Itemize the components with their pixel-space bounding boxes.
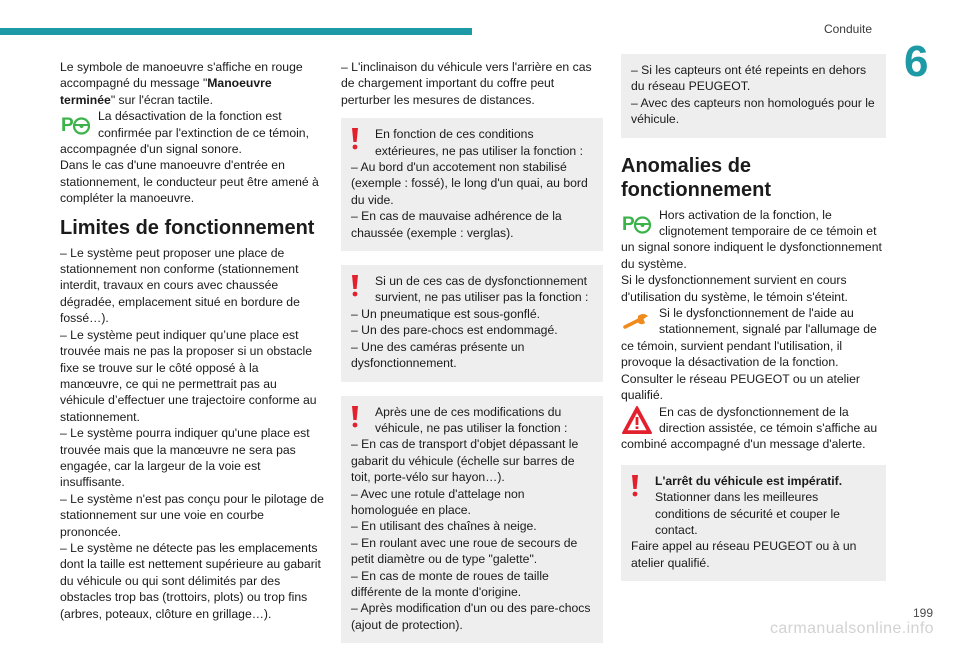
anomaly-row-1: P Hors activation de la fonction, le clignotement temporaire de ce témoin et <box>622 207 877 239</box>
warning-box-modifications: Après une de ces modifications du véhicule, ne pas utiliser la fonction : – En cas de transport d'objet dépassant le gabarit du véhicule (échelle sur barres de toit, porte-vélo sur hayon…). – Avec une rotule d'attelage non homologuée en place. – En utilisant des chaînes à neige. – En roulant avec une roue de secours de petit diamètre ou de type "galette". – En cas de monte de roues de taille différente de la monte d'origine. – Après modification d'un ou des pare-chocs (ajout de protection). <box>341 396 603 644</box>
list-item: – Le système n'est pas conçu pour le pilotage de stationnement sur une voie en courbe prononcée. <box>60 491 324 539</box>
list-item: – Après modification d'un ou des pare-chocs (ajout de protection). <box>351 601 591 632</box>
anomaly-row-2: Si le dysfonctionnement de l'aide au stationnement, signalé par l'allumage de <box>621 305 886 338</box>
deactivation-text: La désactivation de la fonction est confirmée par l'extinction de ce témoin, <box>98 109 309 140</box>
list-item: – Le système ne détecte pas les emplacements dont la taille est nettement supérieure au gabarit du véhicule ou qui sont délimités par des obstacles trop bas (trottoirs, plots) ou trop fins (arbres, poteaux, clôture en grillage…). <box>60 540 321 621</box>
column-1 <box>60 59 324 622</box>
warning-box-stop: L'arrêt du véhicule est impératif. Stationner dans les meilleures conditions de sécurité et couper le contact. Faire appel au réseau PEUGEOT ou à un atelier qualifié. <box>621 465 886 581</box>
svg-text:P: P <box>61 115 74 137</box>
deactivation-text-cont: accompagnée d'un signal sonore. <box>60 142 242 157</box>
warning-triangle-icon <box>621 405 653 437</box>
list-item: – Avec des capteurs non homologués pour le véhicule. <box>631 95 875 127</box>
list-item: – Si les capteurs ont été repeints en dehors du réseau PEUGEOT. <box>631 63 867 94</box>
list-item: – En cas de monte de roues de taille différente de la monte d'origine. <box>351 568 549 599</box>
wrench-icon <box>621 306 653 338</box>
park-assist-green-icon <box>621 208 653 240</box>
list-item: – Un des pare-chocs est endommagé. <box>351 323 558 338</box>
list-item: – Un pneumatique est sous-gonflé. <box>351 306 541 321</box>
list-item: – Au bord d'un accotement non stabilisé (exemple : fossé), le long d'un quai, au bord du vide. <box>351 160 588 207</box>
svg-text:P: P <box>622 213 635 235</box>
park-assist-green-icon <box>60 109 92 141</box>
section-title: Conduite <box>823 22 872 36</box>
list-item: – En utilisant des chaînes à neige. <box>351 519 537 534</box>
list-item: – En cas de mauvaise adhérence de la chaussée (exemple : verglas). <box>351 209 562 240</box>
exclamation-icon <box>351 406 359 428</box>
list-item: – Le système peut proposer une place de stationnement non conforme (stationnement interdit, travaux en cours avec chaussée dégradée, emplacement situé en bordure de fossé…). <box>60 245 300 326</box>
column-3: – Si les capteurs ont été repeints en dehors du réseau PEUGEOT. – Avec des capteurs non homologués pour le véhicule. Anomalies de fonctionnement P Hors activation de la fonction, le clignotement temporaire de ce témoin et un signal sonore indiquent le dysfonctionnement du système. Si le dysfonctionnement survient en cours d'utilisation du système, le témoin s'éteint. Si le dysfonctionnement de l'aide au stationnement, signalé par l'allumage de ce témoin, survient pendant l'utilisation, il provoque la désactivation de la fonction. Consulter le réseau PEUGEOT ou un atelier qualifié. En cas de dysfonctionnement de la direction assistée, ce témoin s'affiche au combiné accompagné d'un message d'alerte. L'arrêt du véhicule est impératif. Stationner dans les meilleures conditions de sécurité et couper le contact. Faire appel au réseau PEUGEOT ou à un atelier qualifié. <box>621 59 886 595</box>
heading-anomalies: Anomalies de fonctionnement <box>621 154 771 201</box>
heading-limits: Limites de fonctionnement <box>60 216 315 239</box>
deactivation-row <box>60 108 324 141</box>
paragraph-driver-complete: Dans le cas d'une manoeuvre d'entrée en stationnement, le conducteur peut être amené à compléter la manoeuvre. <box>60 158 319 206</box>
info-box-sensors <box>621 54 886 138</box>
exclamation-icon <box>631 475 639 497</box>
paragraph-maneuver-symbol: Le symbole de manoeuvre s'affiche en rouge accompagné du message "Manoeuvre terminée" sur l'écran tactile. <box>60 60 303 107</box>
warning-box-conditions: En fonction de ces conditions extérieures, ne pas utiliser la fonction : – Au bord d'un accotement non stabilisé (exemple : fossé), le long d'un quai, au bord du vide. – En cas de mauvaise adhérence de la chaussée (exemple : verglas). <box>341 118 603 251</box>
warning-box-malfunction: Si un de ces cas de dysfonctionnement survient, ne pas utiliser pas la fonction : – Un pneumatique est sous-gonflé. – Un des pare-chocs est endommagé. – Une des caméras présente un dysfonctionnement. <box>341 265 603 381</box>
chapter-number: 6 <box>904 37 929 86</box>
list-item: – Le système peut indiquer qu’une place est trouvée mais ne pas la proposer si un obstacle fixe se trouve sur le côté opposé à la manœuvre, ce qui ne permettrait pas au véhicule d’effectuer une trajectoire conforme au stationnement. <box>60 327 317 424</box>
list-item: – Avec une rotule d'attelage non homologuée en place. <box>351 486 525 517</box>
anomaly-row-3: En cas de dysfonctionnement de la direction assistée, ce témoin s'affiche au <box>621 404 886 437</box>
column-2 <box>341 59 603 657</box>
watermark: carmanualsonline.info <box>769 620 934 637</box>
list-item: – Une des caméras présente un dysfonctionnement. <box>351 339 525 371</box>
stop-mandatory-text: L'arrêt du véhicule est impératif. <box>655 473 843 488</box>
page-number: 199 <box>912 606 933 620</box>
exclamation-icon <box>351 275 359 297</box>
list-item: – En cas de transport d'objet dépassant le gabarit du véhicule (échelle sur barres de toit, porte-vélo sur hayon…). <box>351 437 579 485</box>
list-item: – Le système pourra indiquer qu'une place est trouvée mais que la manœuvre ne sera pas engagée, car la largeur de la voie est insuffisante. <box>60 426 310 490</box>
header-accent-bar <box>0 28 472 35</box>
list-item: – En roulant avec une roue de secours de petit diamètre ou de type "galette". <box>351 535 578 567</box>
exclamation-icon <box>351 128 359 150</box>
list-item: – L'inclinaison du véhicule vers l'arrière en cas de chargement important du coffre peut perturber les mesures de distances. <box>341 60 592 107</box>
